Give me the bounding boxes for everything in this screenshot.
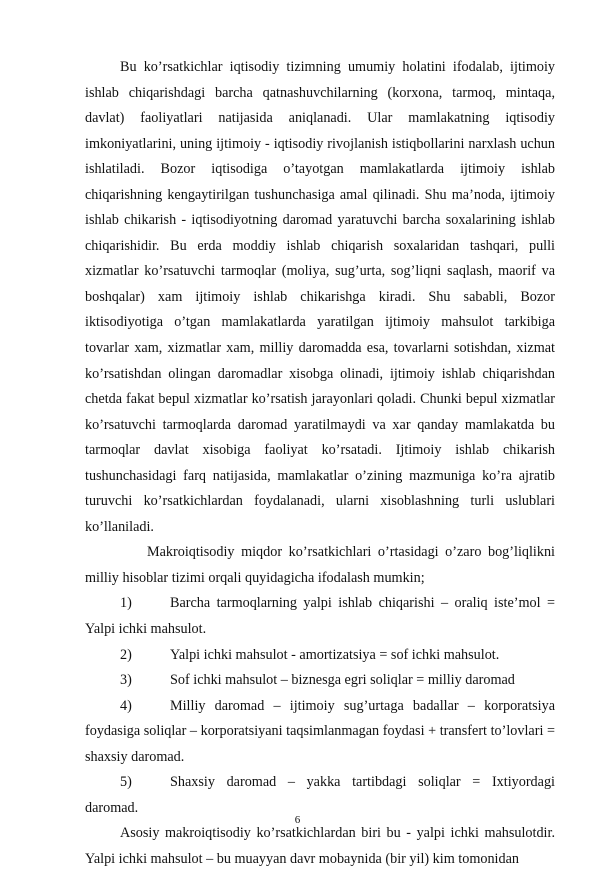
list-item-number: 3) [120,672,132,689]
list-item-text: Yalpi ichki mahsulot - amortizatsiya = sof ichki mahsulot. [170,646,500,663]
list-item-number: 1) [120,595,132,612]
list-item-text: Barcha tarmoqlarning yalpi ishlab chiqarishi – oraliq iste’mol = Yalpi ichki mahsulot. [85,595,555,638]
list-item-text: Milliy daromad – ijtimoiy sug’urtaga badallar – korporatsiya foydasiga soliqlar – korporatsiyani taqsimlanmagan foydasi + transfert to’lovlari = shaxsiy daromad. [85,697,555,765]
paragraph-gdp: Asosiy makroiqtisodiy ko’rsatkichlardan biri bu - yalpi ichki mahsulotdir. Yalpi ichki mahsulot – bu muayyan davr mobaynida (bir yil) kim tomonidan [85,825,555,867]
list-item-number: 5) [120,774,132,791]
paragraph-macro-relations: Makroiqtisodiy miqdor ko’rsatkichlari o’rtasidagi o’zaro bog’liqlikni milliy hisoblar tizimi orqali quyidagicha ifodalash mumkin; [85,544,555,586]
list-item [85,694,555,771]
list-item-text: Sof ichki mahsulot – biznesga egri soliqlar = milliy daromad [170,672,515,689]
list-item [85,668,555,694]
page-number: 6 [294,814,301,826]
list-item [85,591,555,642]
document-body [85,55,555,873]
list-item [85,643,555,669]
list-item-number: 2) [120,646,132,663]
paragraph-indicators: Bu ko’rsatkichlar iqtisodiy tizimning umumiy holatini ifodalab, ijtimoiy ishlab chiqarishdagi barcha qatnashuvchilarning (korxona, tarmoq, mintaqa, davlat) faoliyatlari natijasida aniqlanadi. Ular mamlakatning iqtisodiy imkoniyatlarini, uning ijtimoiy - iqtisodiy rivojlanish istiqbollarini narxlash uchun ishlatiladi. Bozor iqtisodiga o’tayotgan mamlakatlarda ijtimoiy ishlab chiqarishning kengaytirilgan tushunchasiga amal qilinadi. Shu ma’noda, ijtimoiy ishlab chikarish - iqtisodiyotning daromad yaratuvchi barcha soxalarining ishlab chiqarishidir. Bu erda moddiy ishlab chiqarish soxalaridan tashqari, pulli xizmatlar ko’rsatuvchi tarmoqlar (moliya, sug’urta, sog’liqni saqlash, maorif va boshqalar) xam ijtimoiy ishlab chikarishga kiradi. Shu sababli, Bozor iktisodiyotiga o’tgan mamlakatlarda yaratilgan ijtimoiy mahsulot tarkibiga tovarlar xam, xizmatlar xam, milliy daromadda esa, tovarlarni sotishdan, xizmat ko’rsatishdan olingan daromadlar xisobga olinadi, ijtimoiy ishlab chiqarishdan chetda fakat bepul xizmatlar ko’rsatish jarayonlari qoladi. Chunki bepul xizmatlar ko’rsatuvchi tarmoqlarda daromad yaratilmaydi va xar qanday mamlakatda bu tarmoqlar davlat xisobiga faoliyat ko’rsatadi. Ijtimoiy ishlab chikarish tushunchasidagi farq natijasida, mamlakatlar o’zining mazmuniga ko’ra ajratib turuvchi ko’rsatkichlardan foydalanadi, ularni xisoblashning turli uslublari ko’llaniladi. [85,59,555,535]
list-item-text: Shaxsiy daromad – yakka tartibdagi soliqlar = Ixtiyordagi daromad. [85,774,555,816]
list-item-number: 4) [120,697,132,714]
